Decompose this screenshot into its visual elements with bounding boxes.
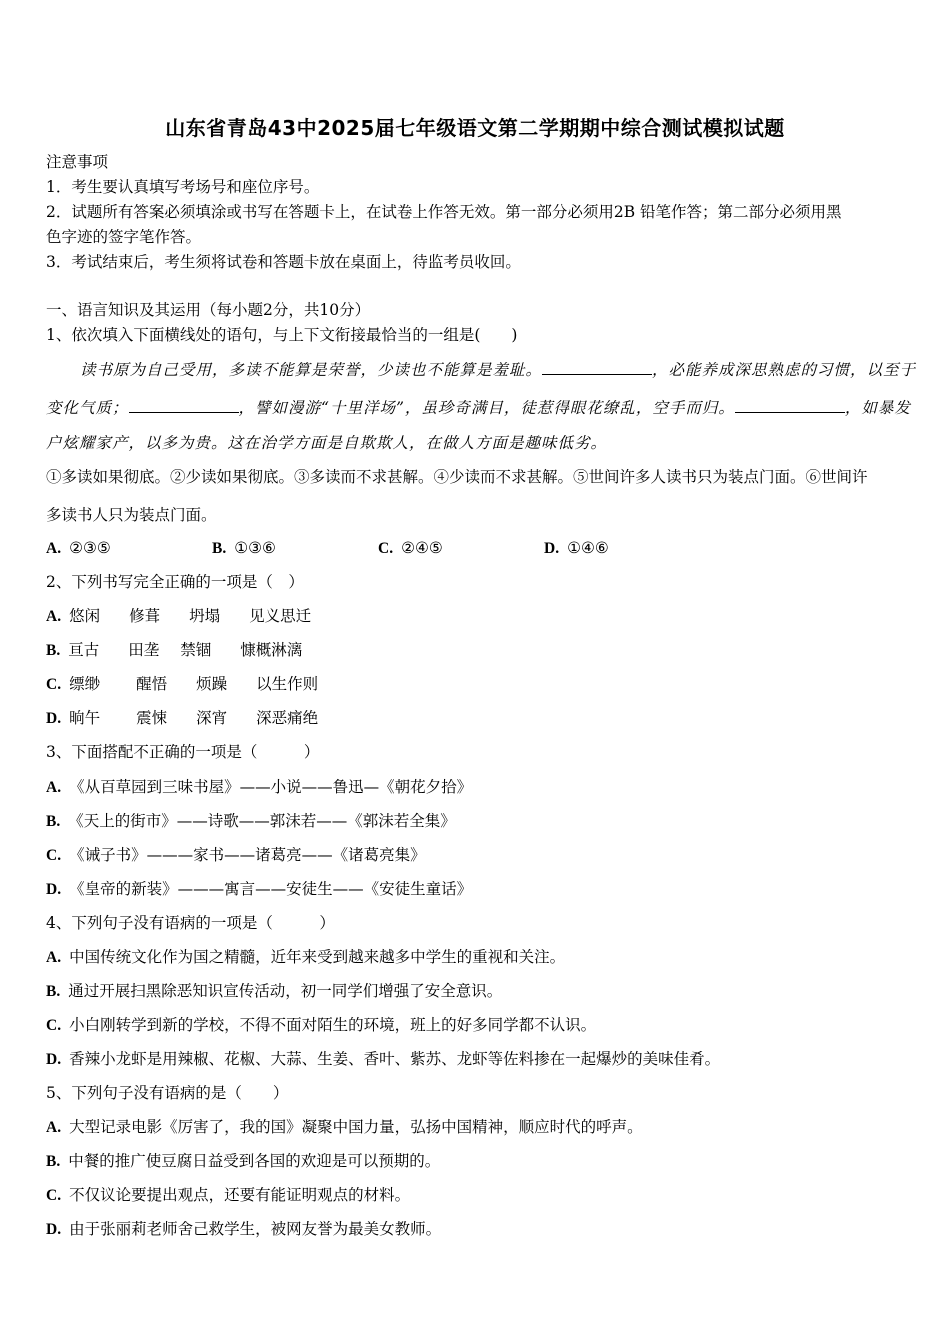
option-b[interactable]: B. 中餐的推广使豆腐日益受到各国的欢迎是可以预期的。 bbox=[46, 1152, 441, 1170]
option-b[interactable]: B. 亘古 田垄 禁锢 慷概淋漓 bbox=[46, 641, 303, 659]
option-b[interactable]: B. 通过开展扫黑除恶知识宣传活动，初一同学们增强了安全意识。 bbox=[46, 982, 503, 1000]
question-2-stem: 2、下列书写完全正确的一项是（ ） bbox=[46, 573, 304, 591]
option-d[interactable]: D. 《皇帝的新装》———寓言——安徒生——《安徒生童话》 bbox=[46, 880, 473, 898]
option-c[interactable]: C. ②④⑤ bbox=[378, 539, 443, 557]
q1-passage-text: 读书原为自己受用，多读不能算是荣誉，少读也不能算是羞耻。 bbox=[80, 361, 543, 379]
notice-item: 2．试题所有答案必须填涂或书写在答题卡上，在试卷上作答无效。第一部分必须用2B 铅笔作答；第二部分必须用黑 bbox=[46, 203, 842, 221]
notice-item: 3．考试结束后，考生须将试卷和答题卡放在桌面上，待监考员收回。 bbox=[46, 253, 521, 271]
q1-passage-text: ，譬如漫游“十里洋场”，虽珍奇满目，徒惹得眼花缭乱，空手而归。 bbox=[238, 399, 735, 417]
option-d[interactable]: D. ①④⑥ bbox=[544, 539, 609, 557]
q1-passage-text: 变化气质； bbox=[46, 399, 129, 417]
q1-passage-line-2 bbox=[46, 396, 911, 419]
q1-passage-line-3: 户炫耀家产，以多为贵。这在治学方面是自欺欺人，在做人方面是趣味低劣。 bbox=[46, 434, 608, 452]
question-5-stem: 5、下列句子没有语病的是（ ） bbox=[46, 1084, 289, 1102]
option-a[interactable]: A. 大型记录电影《厉害了，我的国》凝聚中国力量，弘扬中国精神，顺应时代的呼声。 bbox=[46, 1118, 643, 1136]
question-4-stem: 4、下列句子没有语病的一项是（ ） bbox=[46, 914, 335, 932]
q1-choices-line-2: 多读书人只为装点门面。 bbox=[46, 506, 217, 524]
option-a[interactable]: A. 中国传统文化作为国之精髓，近年来受到越来越多中学生的重视和关注。 bbox=[46, 948, 566, 966]
q1-choices-line-1: ①多读如果彻底。②少读如果彻底。③多读而不求甚解。④少读而不求甚解。⑤世间许多人读书只为装点门面。⑥世间许 bbox=[46, 468, 868, 486]
option-c[interactable]: C. 小白刚转学到新的学校，不得不面对陌生的环境，班上的好多同学都不认识。 bbox=[46, 1016, 597, 1034]
q1-passage-text: ，必能养成深思熟虑的习惯，以至于 bbox=[652, 361, 917, 379]
q1-options-row bbox=[46, 537, 609, 560]
answer-blank[interactable] bbox=[735, 396, 845, 413]
question-3-stem: 3、下面搭配不正确的一项是（ ） bbox=[46, 743, 320, 761]
notice-item: 1．考生要认真填写考场号和座位序号。 bbox=[46, 178, 320, 196]
option-c[interactable]: C. 缥缈 醒悟 烦躁 以生作则 bbox=[46, 675, 319, 693]
section-heading: 一、语言知识及其运用（每小题2分，共10分） bbox=[46, 301, 371, 319]
option-a[interactable]: A. ②③⑤ bbox=[46, 539, 111, 557]
question-1-stem: 1、依次填入下面横线处的语句，与上下文衔接最恰当的一组是( ) bbox=[46, 326, 518, 344]
answer-blank[interactable] bbox=[129, 396, 239, 413]
option-c[interactable]: C. 不仅议论要提出观点，还要有能证明观点的材料。 bbox=[46, 1186, 411, 1204]
option-b[interactable]: B. 《天上的街市》——诗歌——郭沫若——《郭沫若全集》 bbox=[46, 812, 456, 830]
option-c[interactable]: C. 《诫子书》———家书——诸葛亮——《诸葛亮集》 bbox=[46, 846, 426, 864]
q1-passage-text: ，如暴发 bbox=[844, 399, 911, 417]
option-b[interactable]: B. ①③⑥ bbox=[212, 539, 276, 557]
page-title: 山东省青岛43中2025届七年级语文第二学期期中综合测试模拟试题 bbox=[165, 116, 785, 140]
option-a[interactable]: A. 悠闲 修葺 坍塌 见义思迁 bbox=[46, 607, 312, 625]
q1-passage-line-1 bbox=[80, 358, 916, 381]
option-d[interactable]: D. 香辣小龙虾是用辣椒、花椒、大蒜、生姜、香叶、紫苏、龙虾等佐料掺在一起爆炒的美味佳肴。 bbox=[46, 1050, 721, 1068]
option-a[interactable]: A. 《从百草园到三味书屋》——小说——鲁迅—《朝花夕拾》 bbox=[46, 778, 473, 796]
option-d[interactable]: D. 晌午 震悚 深宵 深恶痛绝 bbox=[46, 709, 319, 727]
answer-blank[interactable] bbox=[542, 358, 652, 375]
option-d[interactable]: D. 由于张丽莉老师舍己救学生，被网友誉为最美女教师。 bbox=[46, 1220, 442, 1238]
notice-item: 色字迹的签字笔作答。 bbox=[46, 228, 202, 246]
notice-heading: 注意事项 bbox=[46, 153, 109, 171]
